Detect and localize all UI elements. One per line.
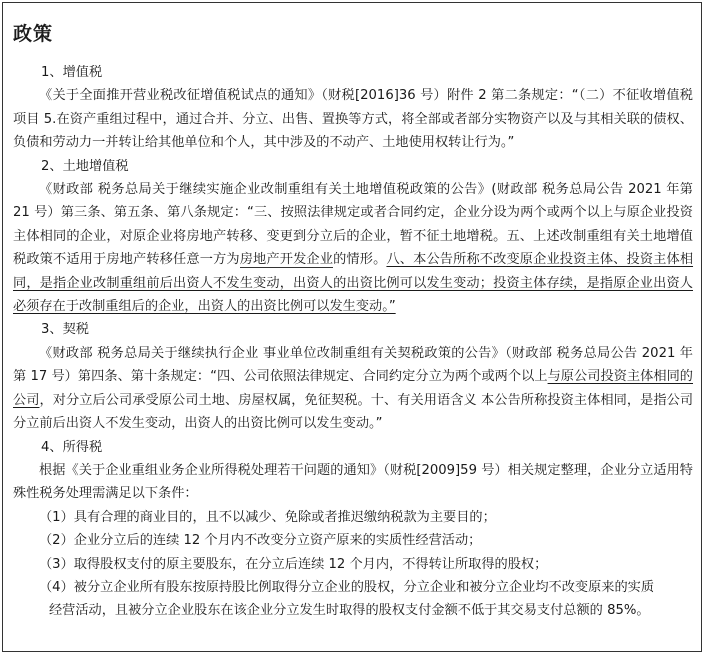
section-heading-vat: 1、增值税: [41, 65, 103, 80]
paragraph-text: 的情形。: [333, 252, 387, 268]
underlined-text: 八、本公告所称不改变原企业投资主体、投资主体相同，是指企业改制重组前后出资人不发生变动，出资人的出资比例可以发生变动；投资主体存续，是指原企业出资人必须存在于改制重组后的企业，出资人的出资比例可以发生变动。”: [13, 252, 694, 315]
underlined-text: 房地产开发企业: [239, 252, 334, 268]
list-item: （4）被分立企业所有股东按原持股比例取得分立企业的股权，分立企业和被分立企业均不改变原来的实质: [39, 579, 655, 595]
section-paragraph-vat: 《关于全面推开营业税改征增值税试点的通知》（财税[2016]36 号）附件 2 第二条规定：“（二）不征收增值税项目 5.在资产重组过程中，通过合并、分立、出售、置换等方式，将全部或者部分实物资产以及与其相关联的债权、负债和劳动力一并转让给其他单位和个人，其中涉及的不动产、土地使用权转让行为。”: [13, 88, 693, 151]
paragraph-text: ，对分立后公司承受原公司土地、房屋权属，免征契税。十、有关用语含义 本公告所称投资主体相同，是指公司分立前后出资人不发生变动，出资人的出资比例可以发生变动。”: [13, 392, 694, 432]
document-frame: [2, 2, 702, 652]
list-item: （3）取得股权支付的原主要股东，在分立后连续 12 个月内，不得转让所取得的股权；: [39, 556, 548, 572]
list-item: （2）企业分立后的连续 12 个月内不改变分立资产原来的实质性经营活动；: [39, 533, 482, 549]
page-title: 政策: [13, 23, 54, 45]
list-item: （1）具有合理的商业目的，且不以减少、免除或者推迟缴纳税款为主要目的；: [39, 509, 496, 525]
paragraph-text: 《财政部 税务总局关于继续执行企业 事业单位改制重组有关契税政策的公告》（财政部 税务总局公告 2021 年第 17 号）第四条、第十条规定：“四、公司依照法律规定、合同约定分立为两个或两个以上: [13, 345, 693, 385]
section-intro-income-tax: 根据《关于企业重组业务企业所得税处理若干问题的通知》（财税[2009]59 号）相关规定整理，企业分立适用特殊性税务处理需满足以下条件：: [13, 462, 693, 502]
section-heading-deed-tax: 3、契税: [41, 322, 89, 338]
paragraph-text: 《财政部 税务总局关于继续实施企业改制重组有关土地增值税政策的公告》(财政部 税务总局公告 2021 年第 21 号）第三条、第五条、第八条规定：“三、按照法律规定或者合同约定，企业分设为两个或两个以上与原企业投资主体相同的企业，对原企业将房地产转移、变更到分立后的企业，暂不征土地增税。五、上述改制重组有关土地增值税政策不适用于房地产转移任意一方为: [13, 182, 693, 268]
document-body: [3, 61, 703, 623]
section-heading-income-tax: 4、所得税: [41, 439, 103, 455]
section-paragraph-land-vat: [13, 178, 693, 318]
section-heading-land-vat: 2、土地增值税: [41, 158, 129, 174]
list-item-continuation: 经营活动，且被分立企业股东在该企业分立发生时取得的股权支付金额不低于其交易支付总额的 85%。: [49, 603, 650, 619]
underlined-text: 与原公司投资主体相同的公司: [13, 369, 693, 408]
section-paragraph-deed-tax: [13, 342, 693, 436]
